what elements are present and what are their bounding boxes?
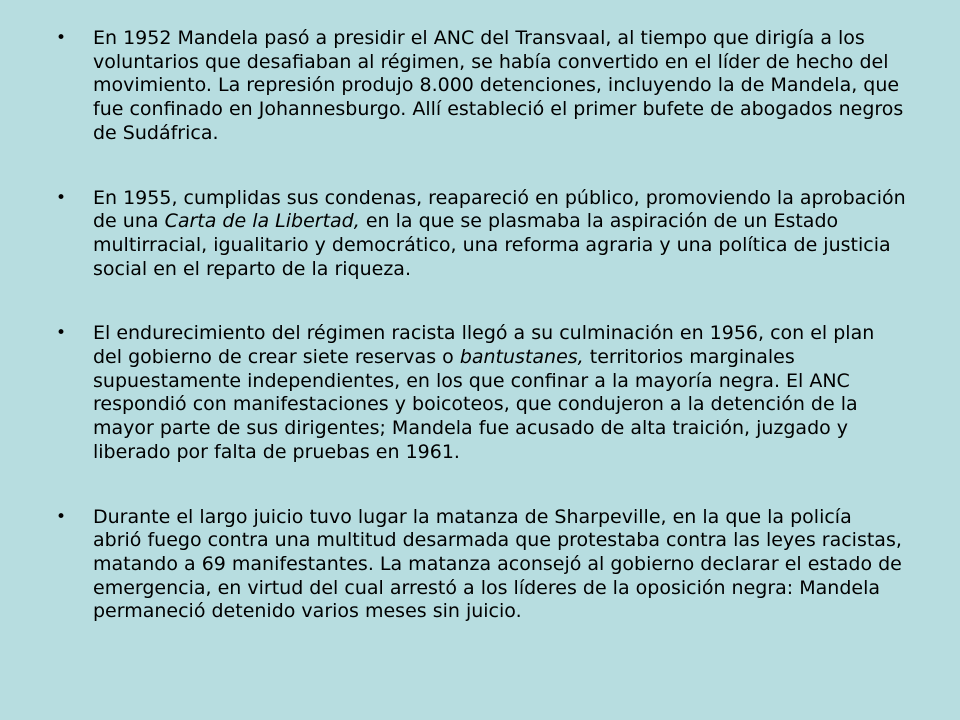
paragraph-text: Durante el largo juicio tuvo lugar la matanza de Sharpeville, en la que la policía abrió fuego contra una multitud desarmada que protestaba contra las leyes racistas, matando a 69 manifestantes. La matanza aconsejó al gobierno declarar el estado de emergencia, en virtud del cual arrestó a los líderes de la oposición negra: Mandela permaneció detenido varios meses sin juicio. [93, 505, 902, 623]
bullet-list [56, 27, 906, 665]
paragraph-text: En 1952 Mandela pasó a presidir el ANC del Transvaal, al tiempo que dirigía a los voluntarios que desafiaban al régimen, se había convertido en el líder de hecho del movimiento. La represión produjo 8.000 detenciones, incluyendo la de Mandela, que fue confinado en Johannesburgo. Allí estableció el primer bufete de abogados negros de Sudáfrica. [93, 27, 904, 144]
paragraph-text-italic: Carta de la Libertad, [164, 210, 360, 233]
paragraph-text-italic: bantustanes, [459, 346, 584, 369]
bullet-icon: • [56, 506, 67, 527]
bullet-icon: • [56, 28, 67, 48]
bullet-icon: • [56, 323, 67, 344]
paragraph-text-before: El endurecimiento del régimen racista llegó a su culminación en 1956, con el plan del gobierno de crear siete reservas o [93, 322, 875, 369]
bullet-item-1955 [56, 187, 906, 282]
bullet-item-1952 [56, 27, 906, 146]
paragraph-text [93, 187, 906, 282]
bullet-item-1956 [56, 322, 906, 464]
paragraph-text-before: En 1955, cumplidas sus condenas, reapareció en público, promoviendo la aprobación de una [93, 186, 906, 233]
bullet-item-sharpeville [56, 506, 906, 625]
paragraph-text-after: en la que se plasmaba la aspiración de un Estado multirracial, igualitario y democrático, una reforma agraria y una política de justicia social en el reparto de la riqueza. [93, 210, 891, 280]
paragraph-text-after: territorios marginales supuestamente independientes, en los que confinar a la mayoría negra. El ANC respondió con manifestaciones y boicoteos, que condujeron a la detención de la mayor parte de sus dirigentes; Mandela fue acusado de alta traición, juzgado y liberado por falta de pruebas en 1961. [93, 346, 858, 463]
paragraph-text [93, 322, 906, 464]
bullet-icon: • [56, 187, 67, 208]
